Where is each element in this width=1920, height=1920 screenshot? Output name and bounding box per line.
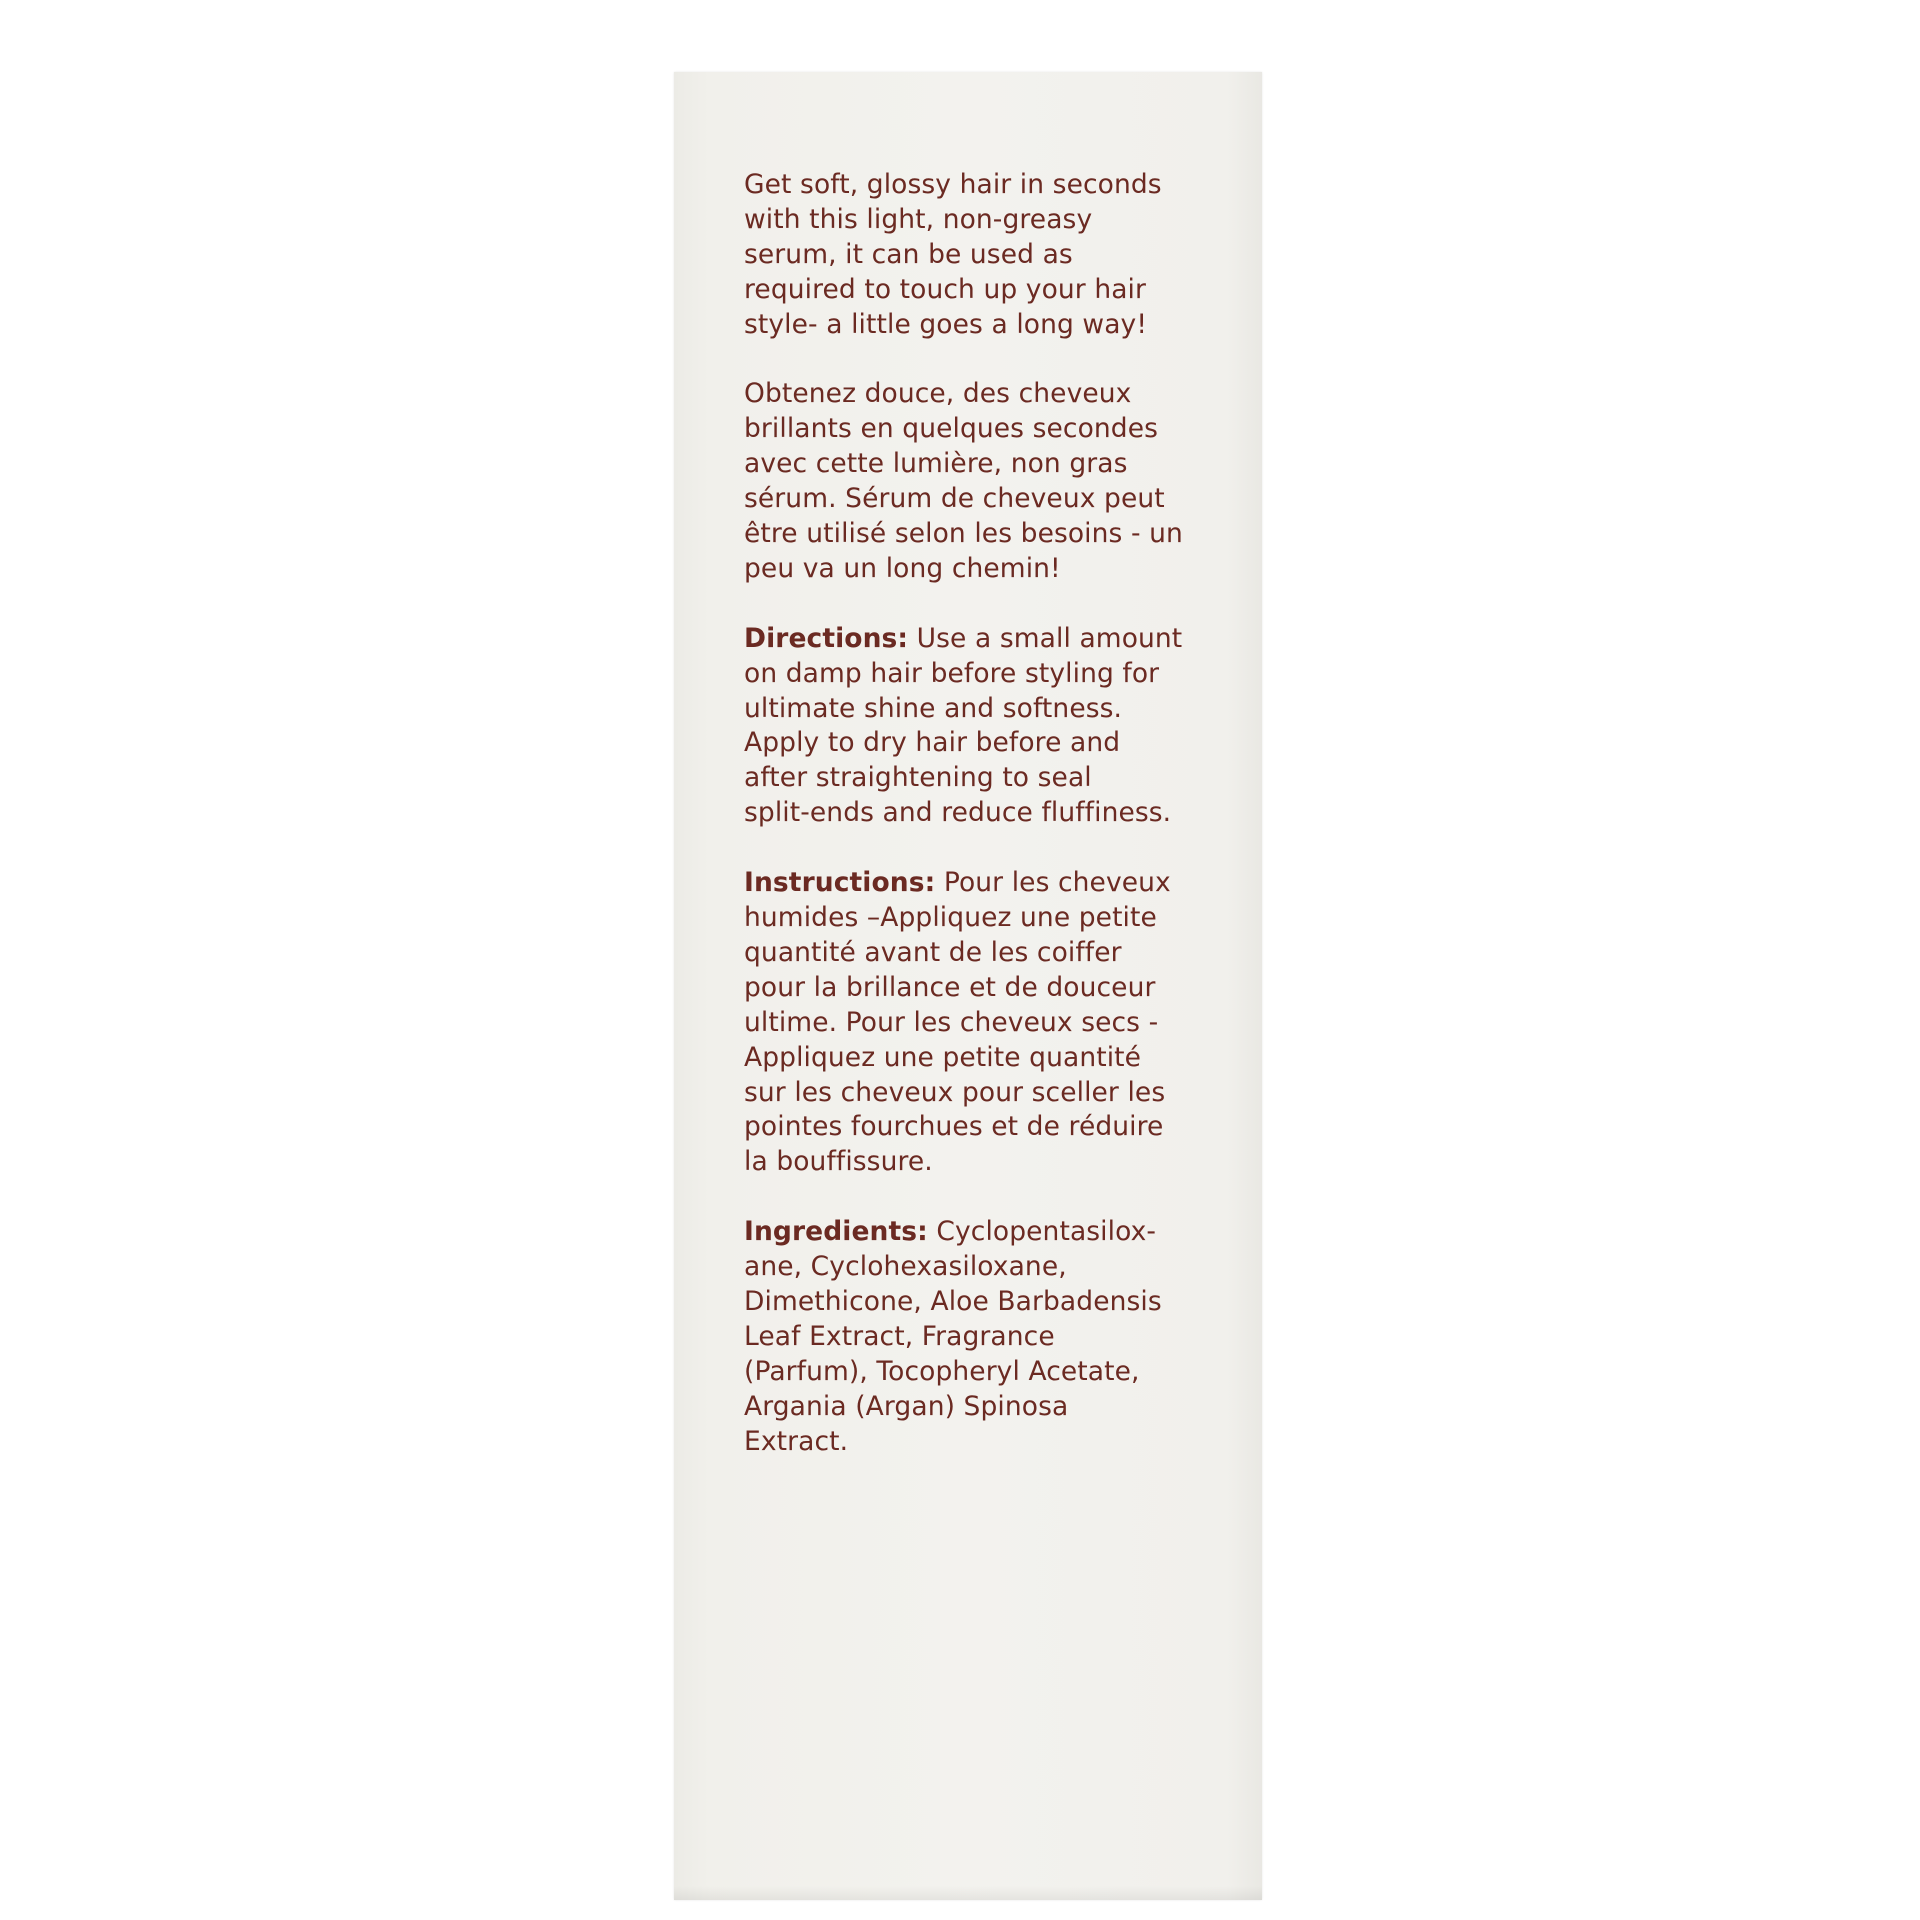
intro-french: Obtenez douce, des cheveux brillants en quelques secondes avec cette lumière, non gras sérum. Sérum de cheveux peut être utilisé selon les besoins - un peu va un long chemin! [744,378,1183,584]
directions-body: Use a small amount on damp hair before styling for ultimate shine and softness. Apply to dry hair before and after straightening to seal split-ends and reduce fluffiness. [744,622,1183,829]
ingredients-heading: Ingredients: [744,1216,928,1248]
directions-paragraph [744,622,1224,831]
product-label-text [744,168,1224,1494]
intro-english: Get soft, glossy hair in seconds with this light, non-greasy serum, it can be used as required to touch up your hair style- a little goes a long way! [744,169,1162,340]
directions-heading: Directions: [744,622,909,654]
instructions-paragraph [744,866,1224,1180]
instructions-heading: Instructions: [744,867,936,899]
ingredients-body: Cyclopentasilox- ane, Cyclohexasiloxane, Dimethicone, Aloe Barbadensis Leaf Extract, Fragrance (Parfum), Tocopheryl Acetate, Argania (Argan) Spinosa Extract. [744,1216,1162,1457]
ingredients-paragraph [744,1215,1224,1459]
instructions-body: Pour les cheveux humides –Appliquez une petite quantité avant de les coiffer pour la brillance et de douceur ultime. Pour les cheveux secs - Appliquez une petite quantité sur les cheveux pour sceller les pointes fourchues et de réduire la bouffissure. [744,867,1171,1178]
